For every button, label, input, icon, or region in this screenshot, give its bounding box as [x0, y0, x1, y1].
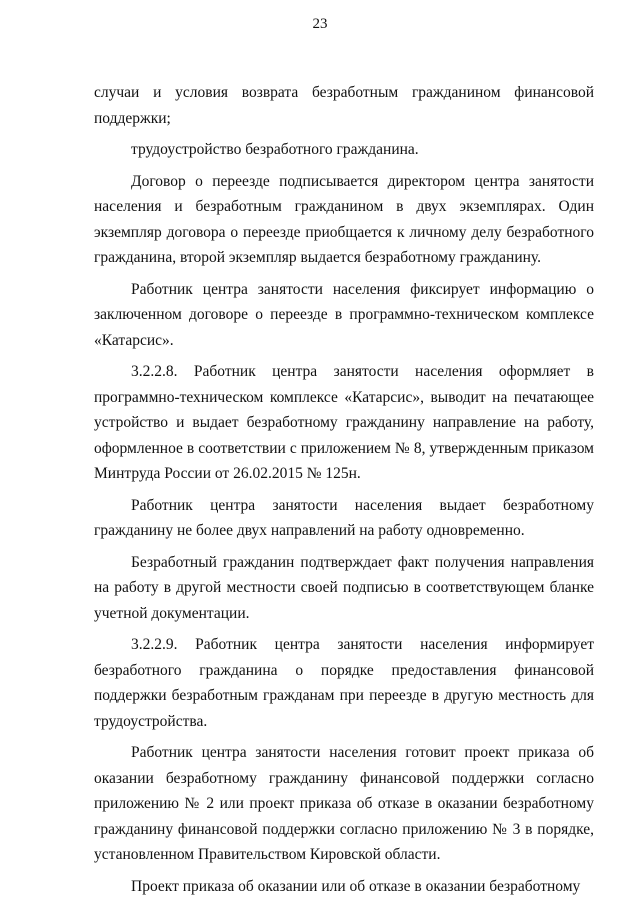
paragraph: Проект приказа об оказании или об отказе в оказании безработному	[131, 877, 581, 895]
page-number: 23	[312, 16, 328, 32]
paragraph: Работник центра занятости населения выдает безработному гражданину не более двух направлений на работу одновременно.	[94, 496, 594, 539]
paragraph: Работник центра занятости населения готовит проект приказа об оказании безработному гражданину финансовой поддержки согласно приложению № 2 или проект приказа об отказе в оказании безработному гражданину финансовой поддержки согласно приложению № 3 в порядке, установленном Правительством Кировской области.	[94, 744, 594, 863]
paragraph: Договор о переезде подписывается директором центра занятости населения и безработным гражданином в двух экземплярах. Один экземпляр договора о переезде приобщается к личному делу безработного гражданина, второй экземпляр выдается безработному гражданину.	[94, 172, 594, 266]
document-body	[94, 80, 594, 905]
paragraph: 3.2.2.9. Работник центра занятости населения информирует безработного гражданина о порядке предоставления финансовой поддержки безработным гражданам при переезде в другую местность для трудоустройства.	[94, 636, 594, 730]
paragraph: Безработный гражданин подтверждает факт получения направления на работу в другой местности своей подписью в соответствующем бланке учетной документации.	[94, 553, 594, 622]
paragraph: трудоустройство безработного гражданина.	[131, 141, 419, 158]
paragraph: 3.2.2.8. Работник центра занятости населения оформляет в программно-техническом комплексе «Катарсис», выводит на печатающее устройство и выдает безработному гражданину направление на работу, оформленное в соответствии с приложением № 8, утвержденным приказом Минтруда России от 26.02.2015 № 125н.	[94, 363, 594, 482]
paragraph: Работник центра занятости населения фиксирует информацию о заключенном договоре о переезде в программно-техническом комплексе «Катарсис».	[94, 280, 594, 349]
paragraph: случаи и условия возврата безработным гражданином финансовой поддержки;	[94, 84, 594, 127]
